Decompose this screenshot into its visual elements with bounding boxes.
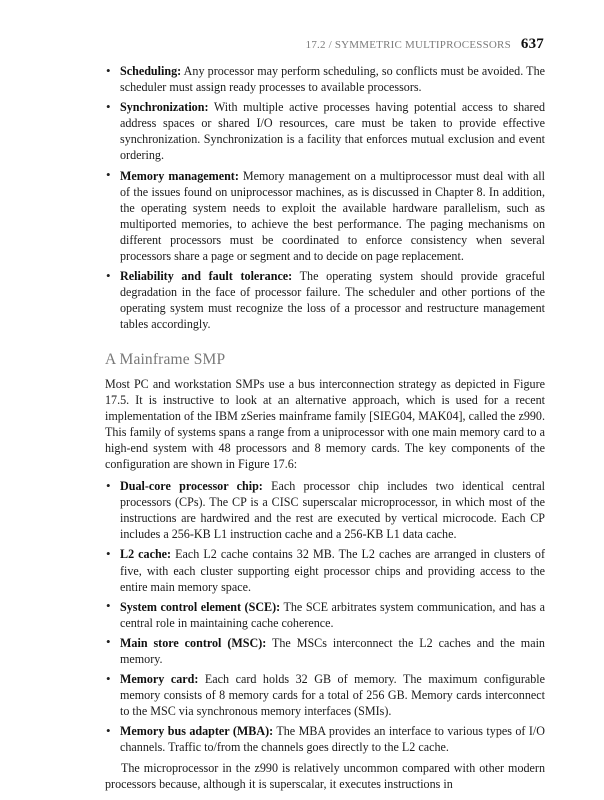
list-item [105,671,545,719]
bullet-term: System control element (SCE): [120,599,281,614]
bullet-text: The operating system should provide graceful degradation in the face of processor failure. The scheduler and other portions of the operating system must recognize the loss of a processor and restructure management tables accordingly. [120,269,545,332]
closing-paragraph: The microprocessor in the z990 is relatively uncommon compared with other modern processors because, although it is superscalar, it executes instructions in [105,760,545,791]
bullet-text: Memory management on a multiprocessor must deal with all of the issues found on uniprocessor machines, as is discussed in Chapter 8. In addition, the operating system needs to exploit the available hardware parallelism, such as multiported memories, to achieve the best performance. The paging mechanisms on different processors must be coordinated to enforce consistency when several processors share a page or segment and to decide on page replacement. [120,168,545,264]
page-number: 637 [520,36,544,52]
bullet-term: L2 cache: [120,547,172,562]
os-design-issues-list [105,63,545,333]
list-item [105,635,545,667]
bullet-term: Dual-core processor chip: [120,479,263,494]
bullet-text: The MBA provides an interface to various types of I/O channels. Traffic to/from the channels goes directly to the L2 cache. [120,724,545,755]
page-content [105,63,545,792]
section-intro-paragraph: Most PC and workstation SMPs use a bus interconnection strategy as depicted in Figure 17.5. It is instructive to look at an alternative approach, which is used for a recent implementation of the IBM zSeries mainframe family [SIEG04, MAK04], called the z990. This family of systems spans a range from a uniprocessor with one main memory card to a high-end system with 48 processors and 8 memory cards. The key components of the configuration are shown in Figure 17.6: [105,376,545,471]
bullet-text: Any processor may perform scheduling, so conflicts must be avoided. The scheduler must assign ready processes to available processors. [120,64,545,95]
bullet-text: Each card holds 32 GB of memory. The maximum configurable memory consists of 8 memory cards for a total of 256 GB. Memory cards interconnect to the MSC via synchronous memory interfaces (SMIs). [120,672,545,719]
bullet-text: With multiple active processes having potential access to shared address spaces or shared I/O resources, care must be taken to provide effective synchronization. Synchronization is a facility that enforces mutual exclusion and event ordering. [120,100,545,163]
bullet-icon: • [106,62,111,78]
bullet-text: The SCE arbitrates system communication, and has a central role in maintaining cache coherence. [120,599,545,630]
bullet-icon: • [106,98,111,114]
list-item [105,599,545,631]
bullet-icon: • [106,670,111,686]
bullet-term: Memory bus adapter (MBA): [120,724,274,739]
bullet-icon: • [106,545,111,561]
bullet-icon: • [106,477,111,493]
bullet-icon: • [106,634,111,650]
bullet-icon: • [106,598,111,614]
list-item [105,723,545,755]
list-item [105,168,545,265]
list-item [105,268,545,332]
section-title: A Mainframe SMP [105,350,226,368]
bullet-term: Reliability and fault tolerance: [120,269,293,284]
bullet-icon: • [106,267,111,283]
bullet-term: Memory card: [120,672,199,687]
z990-components-list [105,478,545,756]
bullet-text: Each processor chip includes two identical central processors (CPs). The CP is a CISC superscalar microprocessor, in which most of the instructions are hardwired and the rest are executed by vertical microcode. Each CP includes a 256-KB L1 instruction cache and a 256-KB L1 data cache. [120,479,545,542]
running-head [306,36,544,53]
list-item [105,546,545,594]
list-item [105,63,545,95]
list-item [105,99,545,163]
bullet-text: Each L2 cache contains 32 MB. The L2 caches are arranged in clusters of five, with each cluster supporting eight processor chips and providing access to the entire main memory space. [120,547,545,594]
bullet-term: Main store control (MSC): [120,635,267,650]
bullet-icon: • [106,722,111,738]
bullet-text: The MSCs interconnect the L2 caches and the main memory. [120,635,545,666]
bullet-icon: • [106,167,111,183]
bullet-term: Memory management: [120,168,239,183]
list-item [105,478,545,542]
bullet-term: Scheduling: [120,64,182,78]
bullet-term: Synchronization: [120,100,209,115]
running-head-title: 17.2 / SYMMETRIC MULTIPROCESSORS [305,39,511,51]
